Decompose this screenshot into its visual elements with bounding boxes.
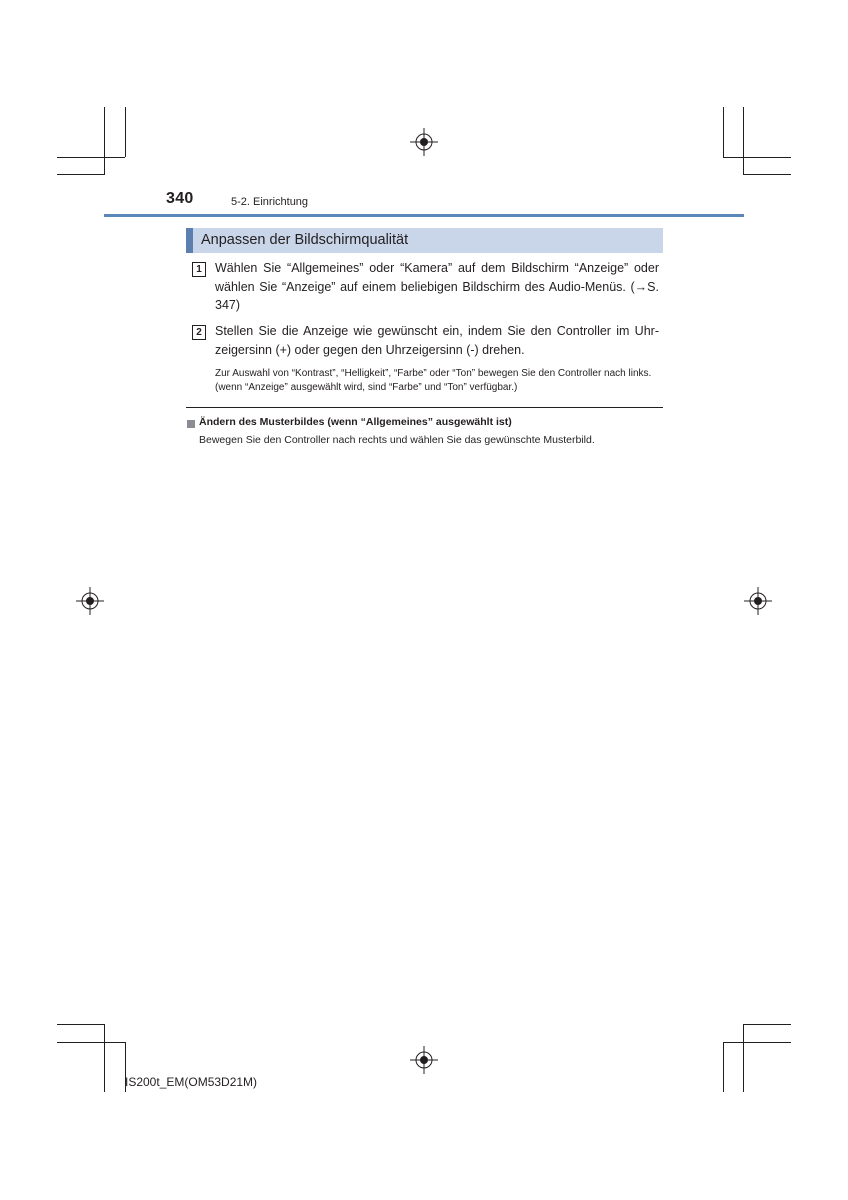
step-number-box: 1 — [192, 262, 206, 277]
page-number: 340 — [166, 190, 194, 207]
registration-mark-icon — [410, 1046, 438, 1074]
crop-mark — [57, 1024, 105, 1025]
crop-mark — [723, 157, 791, 158]
crop-mark — [743, 107, 744, 174]
subsection-title: Ändern des Musterbildes (wenn “Allgemeines” ausgewählt ist) — [199, 416, 512, 428]
crop-mark — [743, 1024, 744, 1092]
registration-mark-icon — [744, 587, 772, 615]
step-text: Stellen Sie die Anzeige wie gewünscht ein, indem Sie den Controller im Uhrzeigersinn (+) oder gegen den Uhrzeigersinn (-) drehen. — [215, 324, 659, 357]
crop-mark — [104, 107, 105, 174]
divider — [186, 407, 663, 408]
registration-mark-icon — [76, 587, 104, 615]
bullet-square-icon — [187, 420, 195, 428]
crop-mark — [57, 1042, 125, 1043]
crop-mark — [57, 157, 125, 158]
crop-mark — [723, 1042, 791, 1043]
section-heading-text: Anpassen der Bildschirmqualität — [201, 232, 409, 248]
crop-mark — [743, 1024, 791, 1025]
crop-mark — [723, 107, 724, 157]
crop-mark — [104, 1024, 105, 1092]
document-code: IS200t_EM(OM53D21M) — [125, 1075, 258, 1089]
step-note: Zur Auswahl von “Kontrast”, “Helligkeit”, “Farbe” oder “Ton” bewegen Sie den Controller nach links. (wenn “Anzeige” ausgewählt wird, sind “Farbe” und “Ton” verfügbar.) — [215, 368, 652, 393]
step-text: Wählen Sie “Allgemeines” oder “Kamera” auf dem Bildschirm “Anzeige” oder wählen Sie “Anzeige” auf einem beliebigen Bildschirm des Audio-Menüs. (→S. 347) — [215, 261, 659, 313]
step-number-box: 2 — [192, 325, 206, 340]
crop-mark — [743, 174, 791, 175]
registration-mark-icon — [410, 128, 438, 156]
subsection-body: Bewegen Sie den Controller nach rechts und wählen Sie das gewünschte Musterbild. — [199, 434, 595, 446]
section-heading — [186, 228, 663, 253]
crop-mark — [125, 107, 126, 157]
header-rule — [104, 214, 744, 217]
section-label: 5-2. Einrichtung — [231, 196, 309, 208]
crop-mark — [723, 1042, 724, 1092]
crop-mark — [57, 174, 105, 175]
